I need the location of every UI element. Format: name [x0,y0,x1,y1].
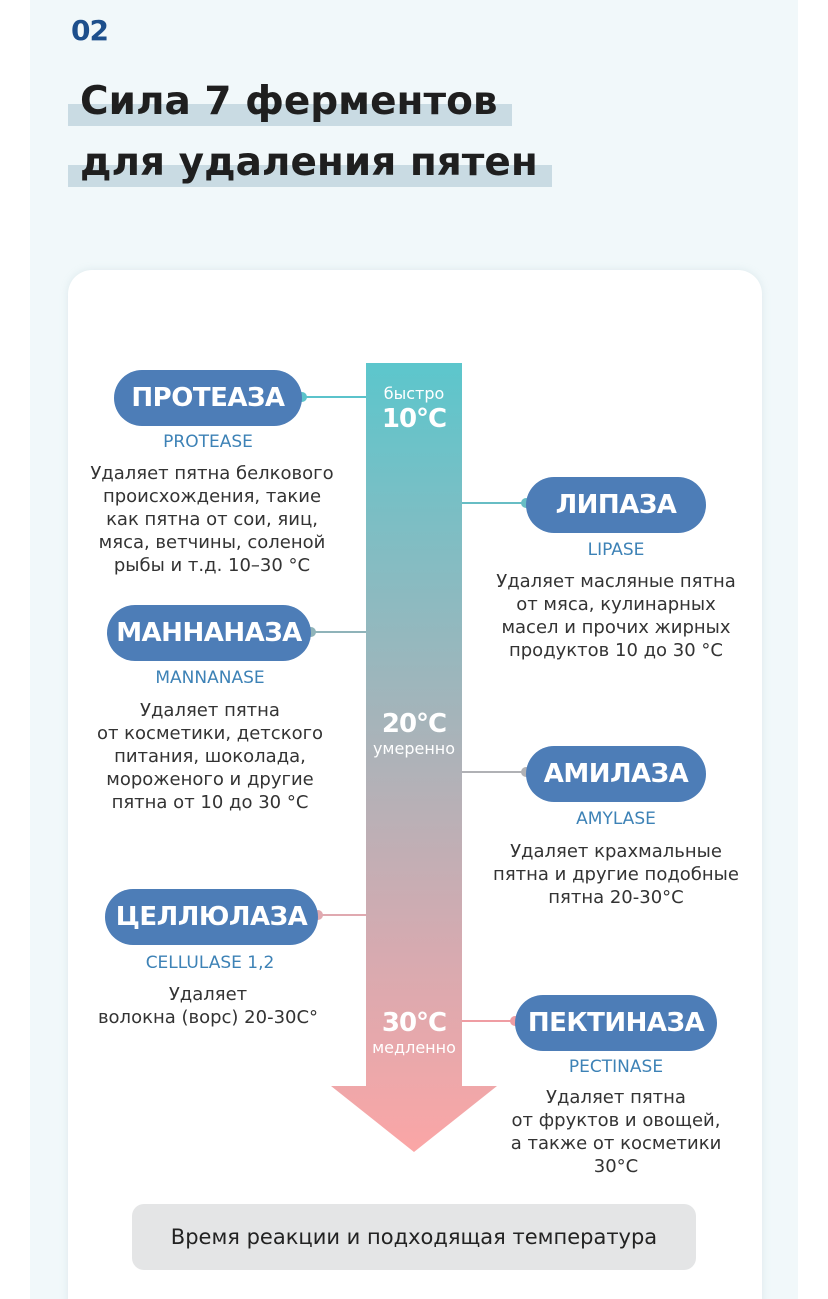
title-text-1: Сила 7 ферментов [80,79,498,124]
section-number: 02 [71,14,108,47]
title-line-2 [80,140,538,185]
desc-line: пятна и другие подобные [493,864,739,885]
desc-line: мяса, ветчины, соленой [98,532,326,553]
enzyme-latin-protease: PROTEASE [163,432,253,452]
desc-line: 30°C [593,1156,639,1177]
enzyme-desc-mannanase [60,699,360,814]
desc-line: происхождения, такие [102,486,322,507]
enzyme-latin-cellulase: CELLULASE 1,2 [145,953,275,973]
enzyme-pill-pectinase: ПЕКТИНАЗА [515,995,717,1051]
enzyme-latin-lipase: LIPASE [587,540,645,560]
desc-line: рыбы и т.д. 10–30 °C [113,555,311,576]
enzyme-latin-amylase: AMYLASE [576,809,656,829]
temp-label-mid [366,709,462,759]
enzyme-pill-cellulase: ЦЕЛЛЮЛАЗА [105,889,318,945]
desc-line: масел и прочих жирных [501,617,731,638]
speed-slow: медленно [372,1038,456,1057]
enzyme-desc-cellulase [58,983,358,1029]
temp-10: 10°C [381,404,447,434]
enzyme-pill-protease: ПРОТЕАЗА [114,370,302,426]
temp-label-bottom [366,1008,462,1058]
desc-line: а также от косметики [510,1133,722,1154]
desc-line: Удаляет пятна [140,700,280,721]
temp-label-top [366,384,462,434]
temp-30: 30°C [381,1008,447,1038]
desc-line: Удаляет масляные пятна [496,571,736,592]
temp-20: 20°C [381,709,447,739]
enzyme-desc-protease [60,462,364,577]
desc-line: питания, шоколада, [114,746,306,767]
desc-line: продуктов 10 до 30 °C [508,640,723,661]
title-text-2: для удаления пятен [80,140,538,185]
enzyme-desc-pectinase [466,1086,766,1178]
desc-line: пятна от 10 до 30 °C [111,792,309,813]
footer-caption: Время реакции и подходящая температура [132,1204,696,1270]
desc-line: Удаляет крахмальные [510,841,722,862]
desc-line: Удаляет [168,984,248,1005]
enzyme-desc-lipase [468,570,764,662]
desc-line: от фруктов и овощей, [511,1110,721,1131]
enzyme-pill-lipase: ЛИПАЗА [526,477,706,533]
desc-line: от мяса, кулинарных [516,594,716,615]
desc-line: Удаляет пятна белкового [90,463,334,484]
enzyme-latin-mannanase: MANNANASE [155,668,265,688]
desc-line: от косметики, детского [96,723,324,744]
title-line-1 [80,79,498,124]
enzyme-desc-amylase [466,840,766,909]
desc-line: волокна (ворс) 20-30C° [97,1007,319,1028]
speed-moderate: умеренно [372,739,456,758]
enzyme-pill-amylase: АМИЛАЗА [526,746,706,802]
desc-line: пятна 20-30°C [548,887,684,908]
enzyme-latin-pectinase: PECTINASE [568,1057,664,1077]
desc-line: Удаляет пятна [546,1087,686,1108]
desc-line: как пятна от сои, яиц, [106,509,318,530]
speed-fast: быстро [383,384,445,403]
enzyme-pill-mannanase: МАННАНАЗА [107,605,311,661]
desc-line: мороженого и другие [106,769,314,790]
